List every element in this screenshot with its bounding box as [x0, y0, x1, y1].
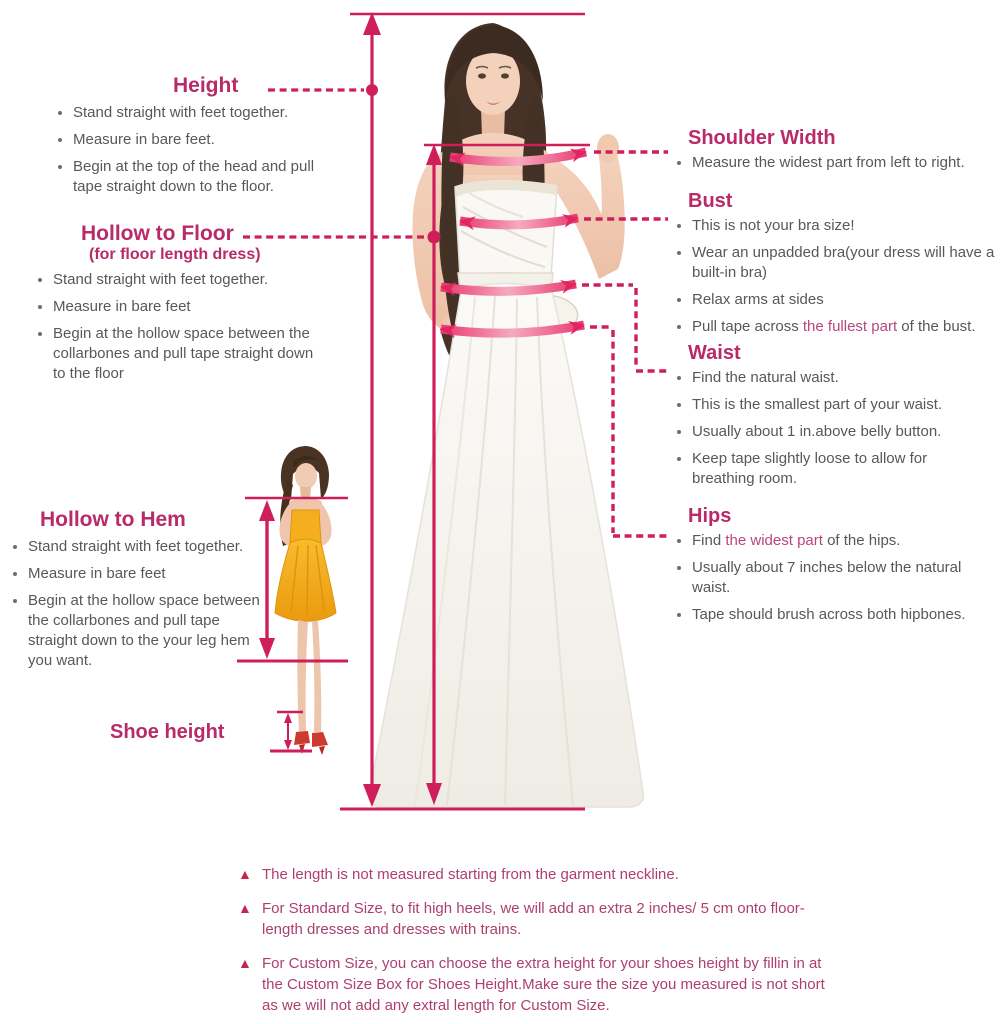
warning-triangle-icon: ▲ — [238, 955, 252, 971]
list-item: • Tape should brush across both hipbones. — [692, 605, 998, 625]
section-height — [55, 74, 337, 204]
height-bullet-list — [55, 103, 337, 197]
height-title: Height — [173, 74, 239, 97]
list-item: • Usually about 1 in.above belly button. — [692, 422, 976, 442]
section-hollow-to-hem — [10, 508, 262, 678]
list-item: • Measure in bare feet — [53, 297, 323, 317]
list-item: • Begin at the hollow space between the collarbones and pull tape straight down to the your leg hem you want. — [28, 591, 262, 671]
list-item: • Relax arms at sides — [692, 290, 998, 310]
hollow-to-floor-bullet-list — [35, 270, 323, 384]
list-item: • Find the widest part of the hips. — [692, 531, 998, 551]
model-photo-main — [345, 15, 665, 815]
list-item: • Stand straight with feet together. — [28, 537, 262, 557]
notes-section — [238, 864, 838, 1024]
hollow-to-hem-bullet-list — [10, 537, 262, 671]
list-item: • Stand straight with feet together. — [53, 270, 323, 290]
shoulder-width-title: Shoulder Width — [688, 127, 836, 149]
bust-bullet-list — [674, 216, 998, 337]
list-item: • Wear an unpadded bra(your dress will have a built-in bra) — [692, 243, 998, 283]
note-item — [238, 864, 838, 885]
hips-title: Hips — [688, 505, 732, 527]
section-hollow-to-floor — [35, 222, 323, 391]
hollow-to-floor-subtitle: (for floor length dress) — [89, 246, 261, 263]
hollow-to-floor-title: Hollow to Floor — [81, 222, 234, 245]
list-item: • Stand straight with feet together. — [73, 103, 337, 123]
note-item — [238, 953, 838, 1016]
model-photo-small — [253, 440, 368, 758]
section-waist — [674, 341, 976, 496]
section-hips — [674, 504, 998, 632]
shoulder-width-bullet-list — [674, 153, 998, 173]
section-bust — [674, 189, 998, 344]
waist-title: Waist — [688, 342, 741, 364]
list-item: • Usually about 7 inches below the natural waist. — [692, 558, 998, 598]
hips-bullet-list — [674, 531, 998, 625]
list-item: • Keep tape slightly loose to allow for breathing room. — [692, 449, 976, 489]
hollow-to-hem-title: Hollow to Hem — [40, 508, 186, 531]
waist-bullet-list — [674, 368, 976, 489]
note-text: The length is not measured starting from the garment neckline. — [262, 866, 679, 883]
list-item: • Measure in bare feet. — [73, 130, 337, 150]
shoe-height-label: Shoe height — [110, 721, 225, 743]
warning-triangle-icon: ▲ — [238, 866, 252, 882]
list-item: • This is the smallest part of your waist. — [692, 395, 976, 415]
list-item: • Find the natural waist. — [692, 368, 976, 388]
section-shoulder-width — [674, 126, 998, 180]
list-item: • Begin at the hollow space between the collarbones and pull tape straight down to the floor — [53, 324, 323, 384]
note-item — [238, 898, 838, 940]
note-text: For Standard Size, to fit high heels, we will add an extra 2 inches/ 5 cm onto floor-length dresses and dresses with trains. — [262, 900, 805, 938]
list-item: • Measure in bare feet — [28, 564, 262, 584]
warning-triangle-icon: ▲ — [238, 900, 252, 916]
list-item: • Measure the widest part from left to right. — [692, 153, 998, 173]
list-item: • Begin at the top of the head and pull tape straight down to the floor. — [73, 157, 337, 197]
bust-title: Bust — [688, 190, 733, 212]
list-item: • This is not your bra size! — [692, 216, 998, 236]
list-item: • Pull tape across the fullest part of the bust. — [692, 317, 998, 337]
note-text: For Custom Size, you can choose the extra height for your shoes height by fillin in at the Custom Size Box for Shoes Height.Make sure the size you measured is not short as we will not add any extral length for Custom Size. — [262, 955, 825, 1014]
